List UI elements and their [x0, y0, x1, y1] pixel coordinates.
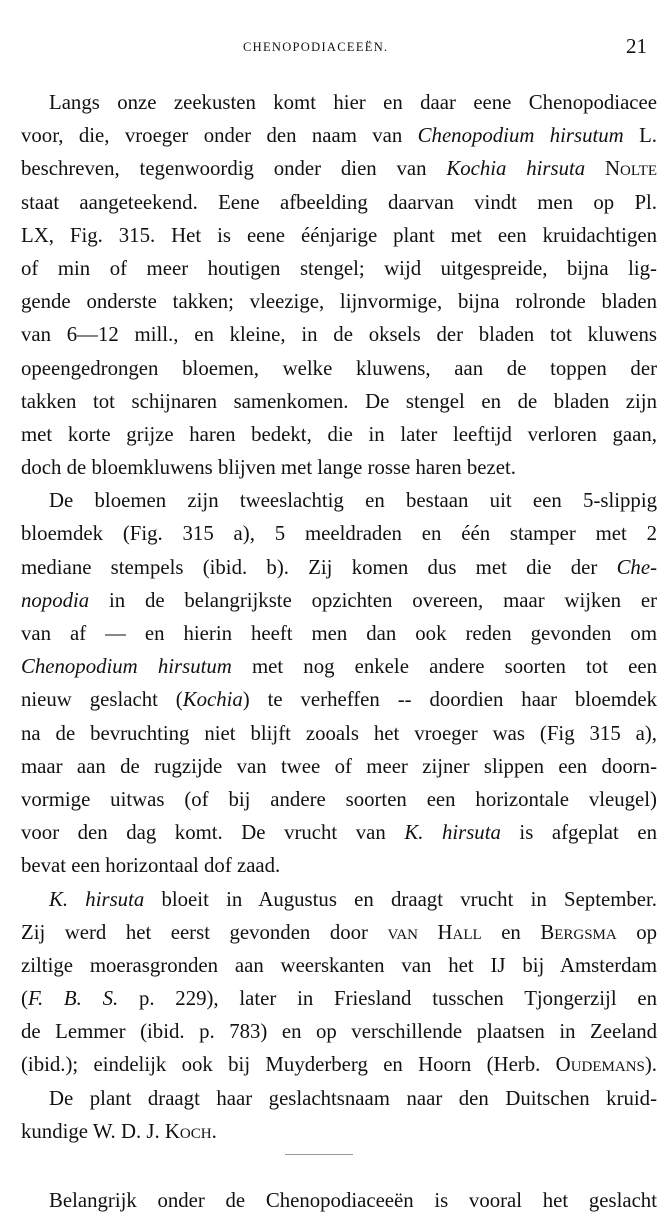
taxon-name: K. hirsuta — [49, 887, 145, 911]
author-name: Bergsma — [540, 920, 617, 944]
text-run: LX, Fig. 315. Het is eene éénjarige plant met een kruidachtigen — [21, 223, 657, 247]
text-run: De plant draagt haar geslachtsnaam naar den Duitschen kruid- — [49, 1086, 657, 1110]
text-run: voor, die, vroeger onder den naam van — [21, 124, 418, 148]
author-name: Nolte — [605, 157, 657, 181]
text-line — [21, 584, 657, 617]
text-run: beschreven, tegenwoordig onder dien van — [21, 157, 447, 181]
text-line — [21, 517, 657, 550]
section-separator — [21, 1148, 657, 1174]
text-run: maar aan de rugzijde van twee of meer zijner slippen een doorn- — [21, 754, 657, 778]
text-run: p. 229), later in Friesland tusschen Tjongerzijl en — [118, 987, 657, 1011]
taxon-name: Che- — [616, 555, 657, 579]
text-run: L. — [623, 124, 657, 148]
taxon-name: Kochia — [182, 688, 243, 712]
text-line — [21, 119, 657, 152]
text-line — [21, 86, 657, 119]
taxon-name: nopodia — [21, 588, 90, 612]
author-name: van Hall — [387, 920, 482, 944]
text-run — [585, 157, 605, 180]
taxon-name: Kochia hirsuta — [446, 157, 586, 181]
separator-rule — [285, 1154, 353, 1155]
text-run: met nog enkele andere soorten tot een — [231, 655, 657, 679]
text-line — [21, 252, 657, 285]
text-line — [21, 1184, 657, 1217]
text-run: vormige uitwas (of bij andere soorten een horizontale vleugel) — [21, 787, 657, 811]
paragraph — [21, 883, 657, 1082]
text-run: (ibid.); eindelijk ook bij Muyderberg en Hoorn (Herb. — [21, 1053, 556, 1077]
taxon-name: K. hirsuta — [404, 821, 501, 845]
text-run: ziltige moerasgronden aan weerskanten van het IJ bij Amsterdam — [21, 953, 657, 977]
text-line — [21, 1115, 657, 1148]
text-run: kundige W. D. J. — [21, 1119, 165, 1143]
text-run: De bloemen zijn tweeslachtig en bestaan uit een 5-slippig — [49, 489, 657, 513]
text-line — [21, 883, 657, 916]
text-run: in de belangrijkste opzichten overeen, maar wijken er — [89, 588, 657, 612]
text-line — [21, 418, 657, 451]
text-line — [21, 451, 657, 484]
text-line — [21, 617, 657, 650]
paragraph — [21, 86, 657, 484]
text-line — [21, 385, 657, 418]
reference-abbrev: F. B. S. — [27, 987, 119, 1011]
text-run: de Lemmer (ibid. p. 783) en op verschillende plaatsen in Zeeland — [21, 1020, 657, 1044]
text-run: bloeit in Augustus en draagt vrucht in September. — [144, 887, 657, 911]
text-run: voor den dag komt. De vrucht van — [21, 821, 405, 845]
text-line — [21, 352, 657, 385]
text-run: is afgeplat en — [500, 821, 657, 845]
text-line — [21, 816, 657, 849]
text-line — [21, 1082, 657, 1115]
paragraph — [21, 1082, 657, 1148]
text-run: en — [481, 920, 541, 944]
text-run: op — [616, 920, 658, 944]
text-run: na de bevruchting niet blijft zooals het vroeger was (Fig 315 a), — [21, 721, 657, 745]
text-run: van 6—12 mill., en kleine, in de oksels der bladen tot kluwens — [21, 323, 657, 347]
paragraph — [21, 1184, 657, 1217]
text-line — [21, 717, 657, 750]
text-run: mediane stempels (ibid. b). Zij komen dus met die der — [21, 555, 617, 579]
text-line — [21, 285, 657, 318]
text-run: Langs onze zeekusten komt hier en daar eene Chenopodiacee — [49, 91, 657, 114]
running-title: CHENOPODIACEEËN. — [243, 40, 389, 54]
body-text — [21, 86, 657, 1217]
text-line — [21, 849, 657, 882]
text-run: Zij werd het eerst gevonden door — [21, 920, 388, 944]
taxon-name: Chenopodium hirsutum — [21, 655, 232, 679]
text-line — [21, 750, 657, 783]
text-line — [21, 152, 657, 185]
page-header — [0, 34, 669, 64]
text-run: nieuw geslacht ( — [21, 688, 183, 712]
text-run: bloemdek (Fig. 315 a), 5 meeldraden en één stamper met 2 — [21, 522, 657, 546]
text-line — [21, 683, 657, 716]
text-line — [21, 916, 657, 949]
author-name: Koch — [164, 1119, 212, 1143]
text-line — [21, 1048, 657, 1081]
text-run: staat aangeteekend. Eene afbeelding daarvan vindt men op Pl. — [21, 190, 657, 214]
text-line — [21, 982, 657, 1015]
text-run: ( — [21, 987, 28, 1011]
text-run: of min of meer houtigen stengel; wijd uitgespreide, bijna lig- — [21, 256, 657, 280]
text-line — [21, 484, 657, 517]
author-name: Oudemans — [555, 1053, 645, 1077]
text-line — [21, 783, 657, 816]
text-run: takken tot schijnaren samenkomen. De stengel en de bladen zijn — [21, 389, 657, 413]
text-run: Belangrijk onder de Chenopodiaceeën is vooral het geslacht — [49, 1189, 657, 1212]
text-line — [21, 949, 657, 982]
text-run: bevat een horizontaal dof zaad. — [21, 854, 281, 878]
text-run: van af — en hierin heeft men dan ook reden gevonden om — [21, 622, 657, 645]
text-run: doch de bloemkluwens blijven met lange rosse haren bezet. — [21, 456, 516, 480]
text-run: met korte grijze haren bedekt, die in later leeftijd verloren gaan, — [21, 422, 657, 446]
text-line — [21, 650, 657, 683]
text-line — [21, 551, 657, 584]
text-run: ) te verheffen -- doordien haar bloemdek — [242, 688, 657, 712]
paragraph — [21, 484, 657, 882]
text-run: ). — [644, 1053, 657, 1077]
text-run: opeengedrongen bloemen, welke kluwens, aan de toppen der — [21, 356, 657, 380]
text-line — [21, 318, 657, 351]
text-line — [21, 219, 657, 252]
text-line — [21, 186, 657, 219]
text-run: . — [211, 1119, 217, 1143]
page-number: 21 — [626, 34, 647, 58]
text-run: gende onderste takken; vleezige, lijnvormige, bijna rolronde bladen — [21, 290, 657, 314]
taxon-name: Chenopodium hirsutum — [417, 124, 624, 148]
text-line — [21, 1015, 657, 1048]
